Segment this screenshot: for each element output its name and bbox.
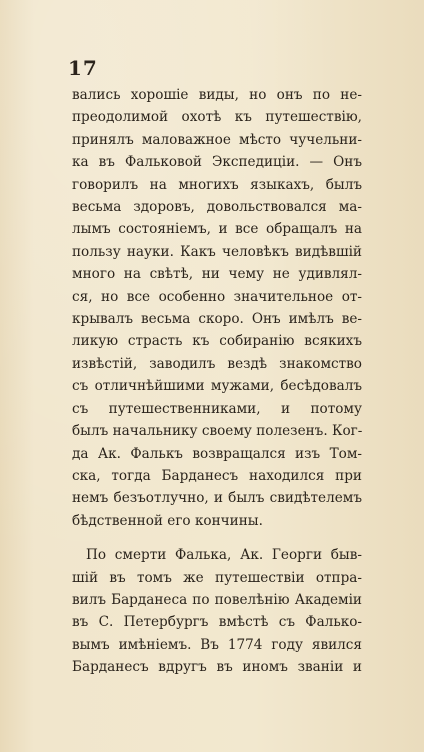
text-line: да Ак. Фалькъ возвращался изъ Том- bbox=[72, 445, 362, 462]
text-line: бѣдственной его кончины. bbox=[72, 512, 263, 529]
text-line: весьма здоровъ, довольствовался ма- bbox=[72, 199, 362, 216]
text-line: пользу науки. Какъ человѣкъ видѣвшій bbox=[72, 243, 362, 260]
text-line: немъ безъотлучно, и былъ свидѣтелемъ bbox=[72, 490, 362, 507]
text-line: принялъ маловажное мѣсто чучельни- bbox=[72, 131, 362, 148]
text-line: съ отличнѣйшими мужами, бесѣдовалъ bbox=[72, 378, 362, 395]
text-line: извѣстій, заводилъ вездѣ знакомство bbox=[72, 355, 362, 372]
text-line: ска, тогда Барданесъ находился при bbox=[72, 467, 362, 484]
text-line: лымъ состояніемъ, и все обращалъ на bbox=[72, 221, 362, 238]
text-line: вымъ имѣніемъ. Въ 1774 году явился bbox=[72, 636, 362, 653]
text-line: въ С. Петербургъ вмѣстѣ съ Фалько- bbox=[72, 614, 362, 631]
paragraph-2 bbox=[72, 544, 362, 678]
text-line: По смерти Фалька, Ак. Георги быв- bbox=[86, 547, 362, 564]
page-number: 17 bbox=[68, 56, 98, 80]
paragraph-gap bbox=[72, 532, 362, 544]
text-line: Барданесъ вдругъ въ иномъ званіи и bbox=[72, 659, 362, 676]
text-line: говорилъ на многихъ языкахъ, былъ bbox=[72, 176, 362, 193]
text-line: ликую страсть къ собиранію всякихъ bbox=[72, 333, 362, 350]
text-line: съ путешественниками, и потому bbox=[72, 400, 362, 417]
paragraph-1 bbox=[72, 84, 362, 532]
text-line: вались хорошіе виды, но онъ по не- bbox=[72, 87, 362, 103]
text-line: много на свѣтѣ, ни чему не удивлял- bbox=[72, 266, 362, 283]
text-line: шій въ томъ же путешествіи отпра- bbox=[72, 569, 362, 586]
text-line: преодолимой охотѣ къ путешествію, bbox=[72, 109, 362, 126]
body-text bbox=[72, 84, 362, 679]
text-line: былъ начальнику своему полезенъ. Ког- bbox=[72, 423, 363, 440]
text-line: вилъ Барданеса по повелѣнію Академіи bbox=[72, 591, 362, 608]
text-line: ка въ Фальковой Экспедиціи. — Онъ bbox=[72, 154, 362, 171]
text-line: ся, но все особенно значительное от- bbox=[72, 288, 362, 305]
text-line: крывалъ весьма скоро. Онъ имѣлъ ве- bbox=[72, 311, 362, 328]
